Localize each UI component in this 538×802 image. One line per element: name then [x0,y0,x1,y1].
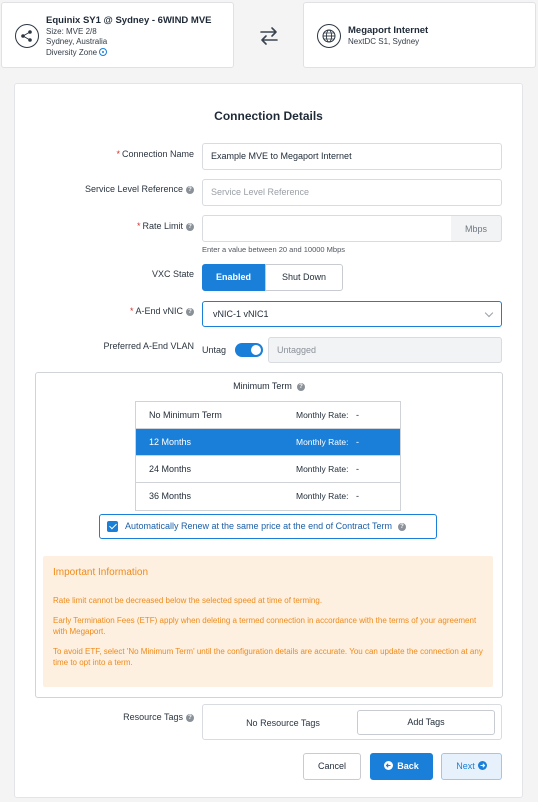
b-end-card [303,2,536,68]
b-end-location: NextDC S1, Sydney [348,37,420,46]
globe-icon [317,24,341,48]
term-option-36-months[interactable]: 36 Months Monthly Rate: - [149,491,359,501]
rate-limit-hint: Enter a value between 20 and 10000 Mbps [202,245,346,254]
back-button[interactable]: Back [370,753,433,780]
rate-limit-label: * Rate Limit ? [137,221,194,232]
a-end-title: Equinix SY1 @ Sydney - 6WIND MVE [46,15,212,26]
diversity-zone-icon [99,48,107,56]
untag-switch[interactable] [235,343,263,357]
a-end-size: Size: MVE 2/8 [46,27,97,36]
checkbox-checked-icon [107,521,118,532]
diversity-zone-label: Diversity Zone [46,48,98,57]
help-icon[interactable]: ? [186,186,194,194]
swap-arrows-icon[interactable] [257,24,281,48]
rate-limit-input[interactable] [202,215,452,242]
no-resource-tags-text: No Resource Tags [246,718,320,728]
rate-limit-unit: Mbps [451,215,502,242]
term-options-list [135,401,401,511]
term-option-12-months[interactable]: 12 Months Monthly Rate: - [136,429,400,456]
cancel-button[interactable]: Cancel [303,753,361,780]
important-info-p1: Rate limit cannot be decreased below the selected speed at time of terming. [53,596,323,605]
important-info-title: Important Information [53,567,149,578]
vlan-input[interactable]: Untagged [268,337,502,363]
help-icon[interactable]: ? [398,523,406,531]
connection-details-card [14,83,523,798]
a-end-vnic-value: vNIC-1 vNIC1 [213,309,269,319]
a-end-card [1,2,234,68]
untag-label: Untag [202,345,227,355]
help-icon[interactable]: ? [297,383,305,391]
vxc-enabled-button[interactable]: Enabled [202,264,265,291]
vxc-state-label: VXC State [151,269,194,279]
minimum-term-section [35,372,503,698]
vlan-label: Preferred A-End VLAN [103,341,194,351]
a-end-vnic-select[interactable] [202,301,502,327]
arrow-left-circle-icon [384,761,393,770]
connection-name-input[interactable]: Example MVE to Megaport Internet [202,143,502,170]
service-ref-input[interactable]: Service Level Reference [202,179,502,206]
help-icon[interactable]: ? [186,714,194,722]
minimum-term-title: Minimum Term ? [36,381,502,392]
important-info-panel [43,556,493,687]
chevron-down-icon [485,309,493,317]
resource-tags-box [202,704,502,740]
resource-tags-label: Resource Tags ? [123,712,194,723]
help-icon[interactable]: ? [186,223,194,231]
mve-network-icon [15,24,39,48]
help-icon[interactable]: ? [186,308,194,316]
arrow-right-circle-icon [478,761,487,770]
next-button[interactable]: Next [441,753,502,780]
important-info-p3: To avoid ETF, select 'No Minimum Term' until the configuration details are accurate. You can update the connection at any time to opt into a term. [53,647,483,667]
service-ref-label: Service Level Reference ? [85,184,194,195]
auto-renew-checkbox[interactable]: Automatically Renew at the same price at the end of Contract Term ? [99,514,437,539]
important-info-p2: Early Termination Fees (ETF) apply when deleting a termed connection in accordance with the terms of your agreement with Megaport. [53,616,477,636]
page-title: Connection Details [214,109,323,123]
connection-name-label: * Connection Name [116,149,194,159]
add-tags-button[interactable]: Add Tags [357,710,495,735]
vxc-shutdown-button[interactable]: Shut Down [265,264,343,291]
term-option-none[interactable]: No Minimum Term Monthly Rate: - [136,402,400,429]
a-end-diversity [46,47,212,58]
a-end-location: Sydney, Australia [46,37,108,46]
b-end-title: Megaport Internet [348,25,429,36]
term-option-24-months[interactable]: 24 Months Monthly Rate: - [136,456,400,483]
a-end-vnic-label: * A-End vNIC ? [130,306,194,317]
